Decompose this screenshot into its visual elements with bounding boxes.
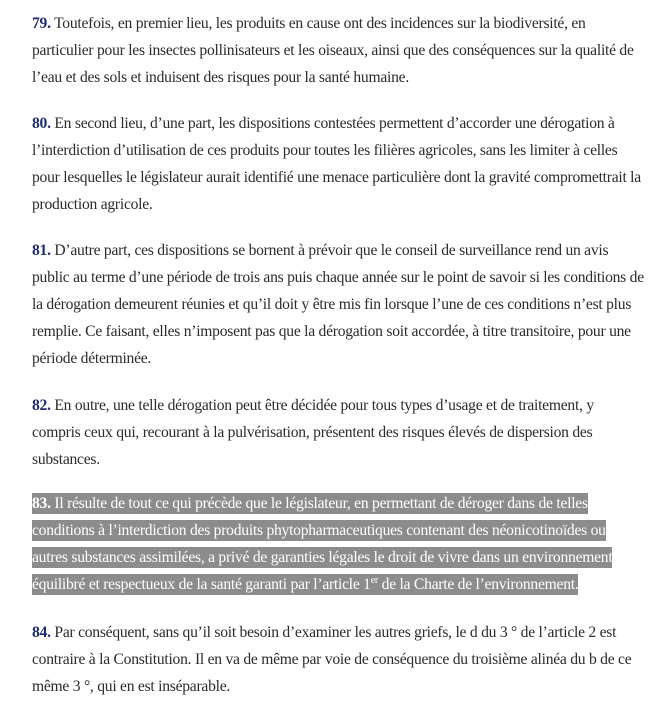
paragraph-text: Toutefois, en premier lieu, les produits en cause ont des incidences sur la biodiversité, en particulier pour les insectes pollinisateurs et les oiseaux, ainsi que des conséquences sur la qualité de l’eau et des sols et induisent des risques pour la santé humaine. [32,15,634,86]
paragraph-81 [32,237,644,372]
paragraph-number: 84. [32,624,51,641]
paragraph-82 [32,392,644,473]
paragraph-79 [32,10,644,91]
paragraph-text-end: de la Charte de l’environnement. [378,576,579,593]
paragraph-80 [32,110,644,218]
paragraph-number: 81. [32,242,51,259]
paragraph-text: Par conséquent, sans qu’il soit besoin d’examiner les autres griefs, le d du 3 ° de l’article 2 est contraire à la Constitution. Il en va de même par voie de conséquence du troisième alinéa du b de ce même 3 °, qui en est inséparable. [32,624,632,695]
paragraph-text: D’autre part, ces dispositions se bornent à prévoir que le conseil de surveillance rend un avis public au terme d’une période de trois ans puis chaque année sur le point de savoir si les conditions de la dérogation demeurent réunies et qu’il doit y être mis fin lorsque l’une de ces conditions n’est plus remplie. Ce faisant, elles n’imposent pas que la dérogation soit accordée, à titre transitoire, pour une période déterminée. [32,242,644,367]
paragraph-number: 80. [32,115,51,132]
superscript: er [370,574,379,586]
text-selection-highlight[interactable] [32,493,612,595]
paragraph-text: En outre, une telle dérogation peut être décidée pour tous types d’usage et de traitement, y compris ceux qui, recourant à la pulvérisation, présentent des risques élevés de dispersion des substances. [32,397,594,468]
paragraph-text: En second lieu, d’une part, les dispositions contestées permettent d’accorder une dérogation à l’interdiction d’utilisation de ces produits pour toutes les filières agricoles, sans les limiter à celles pour lesquelles le législateur aurait identifié une menace particulière dont la gravité compromettrait la production agricole. [32,115,641,213]
paragraph-83-highlighted [32,490,644,598]
paragraph-number: 83. [32,495,51,512]
paragraph-number: 79. [32,15,51,32]
paragraph-number: 82. [32,397,51,414]
paragraph-84 [32,619,644,700]
paragraph-text: Il résulte de tout ce qui précède que le législateur, en permettant de déroger dans de telles conditions à l’interdiction des produits phytopharmaceutiques contenant des néonicotinoïdes ou autres substances assimilées, a privé de garanties légales le droit de vivre dans un environnement équilibré et respectueux de la santé garanti par l’article 1 [32,495,613,593]
